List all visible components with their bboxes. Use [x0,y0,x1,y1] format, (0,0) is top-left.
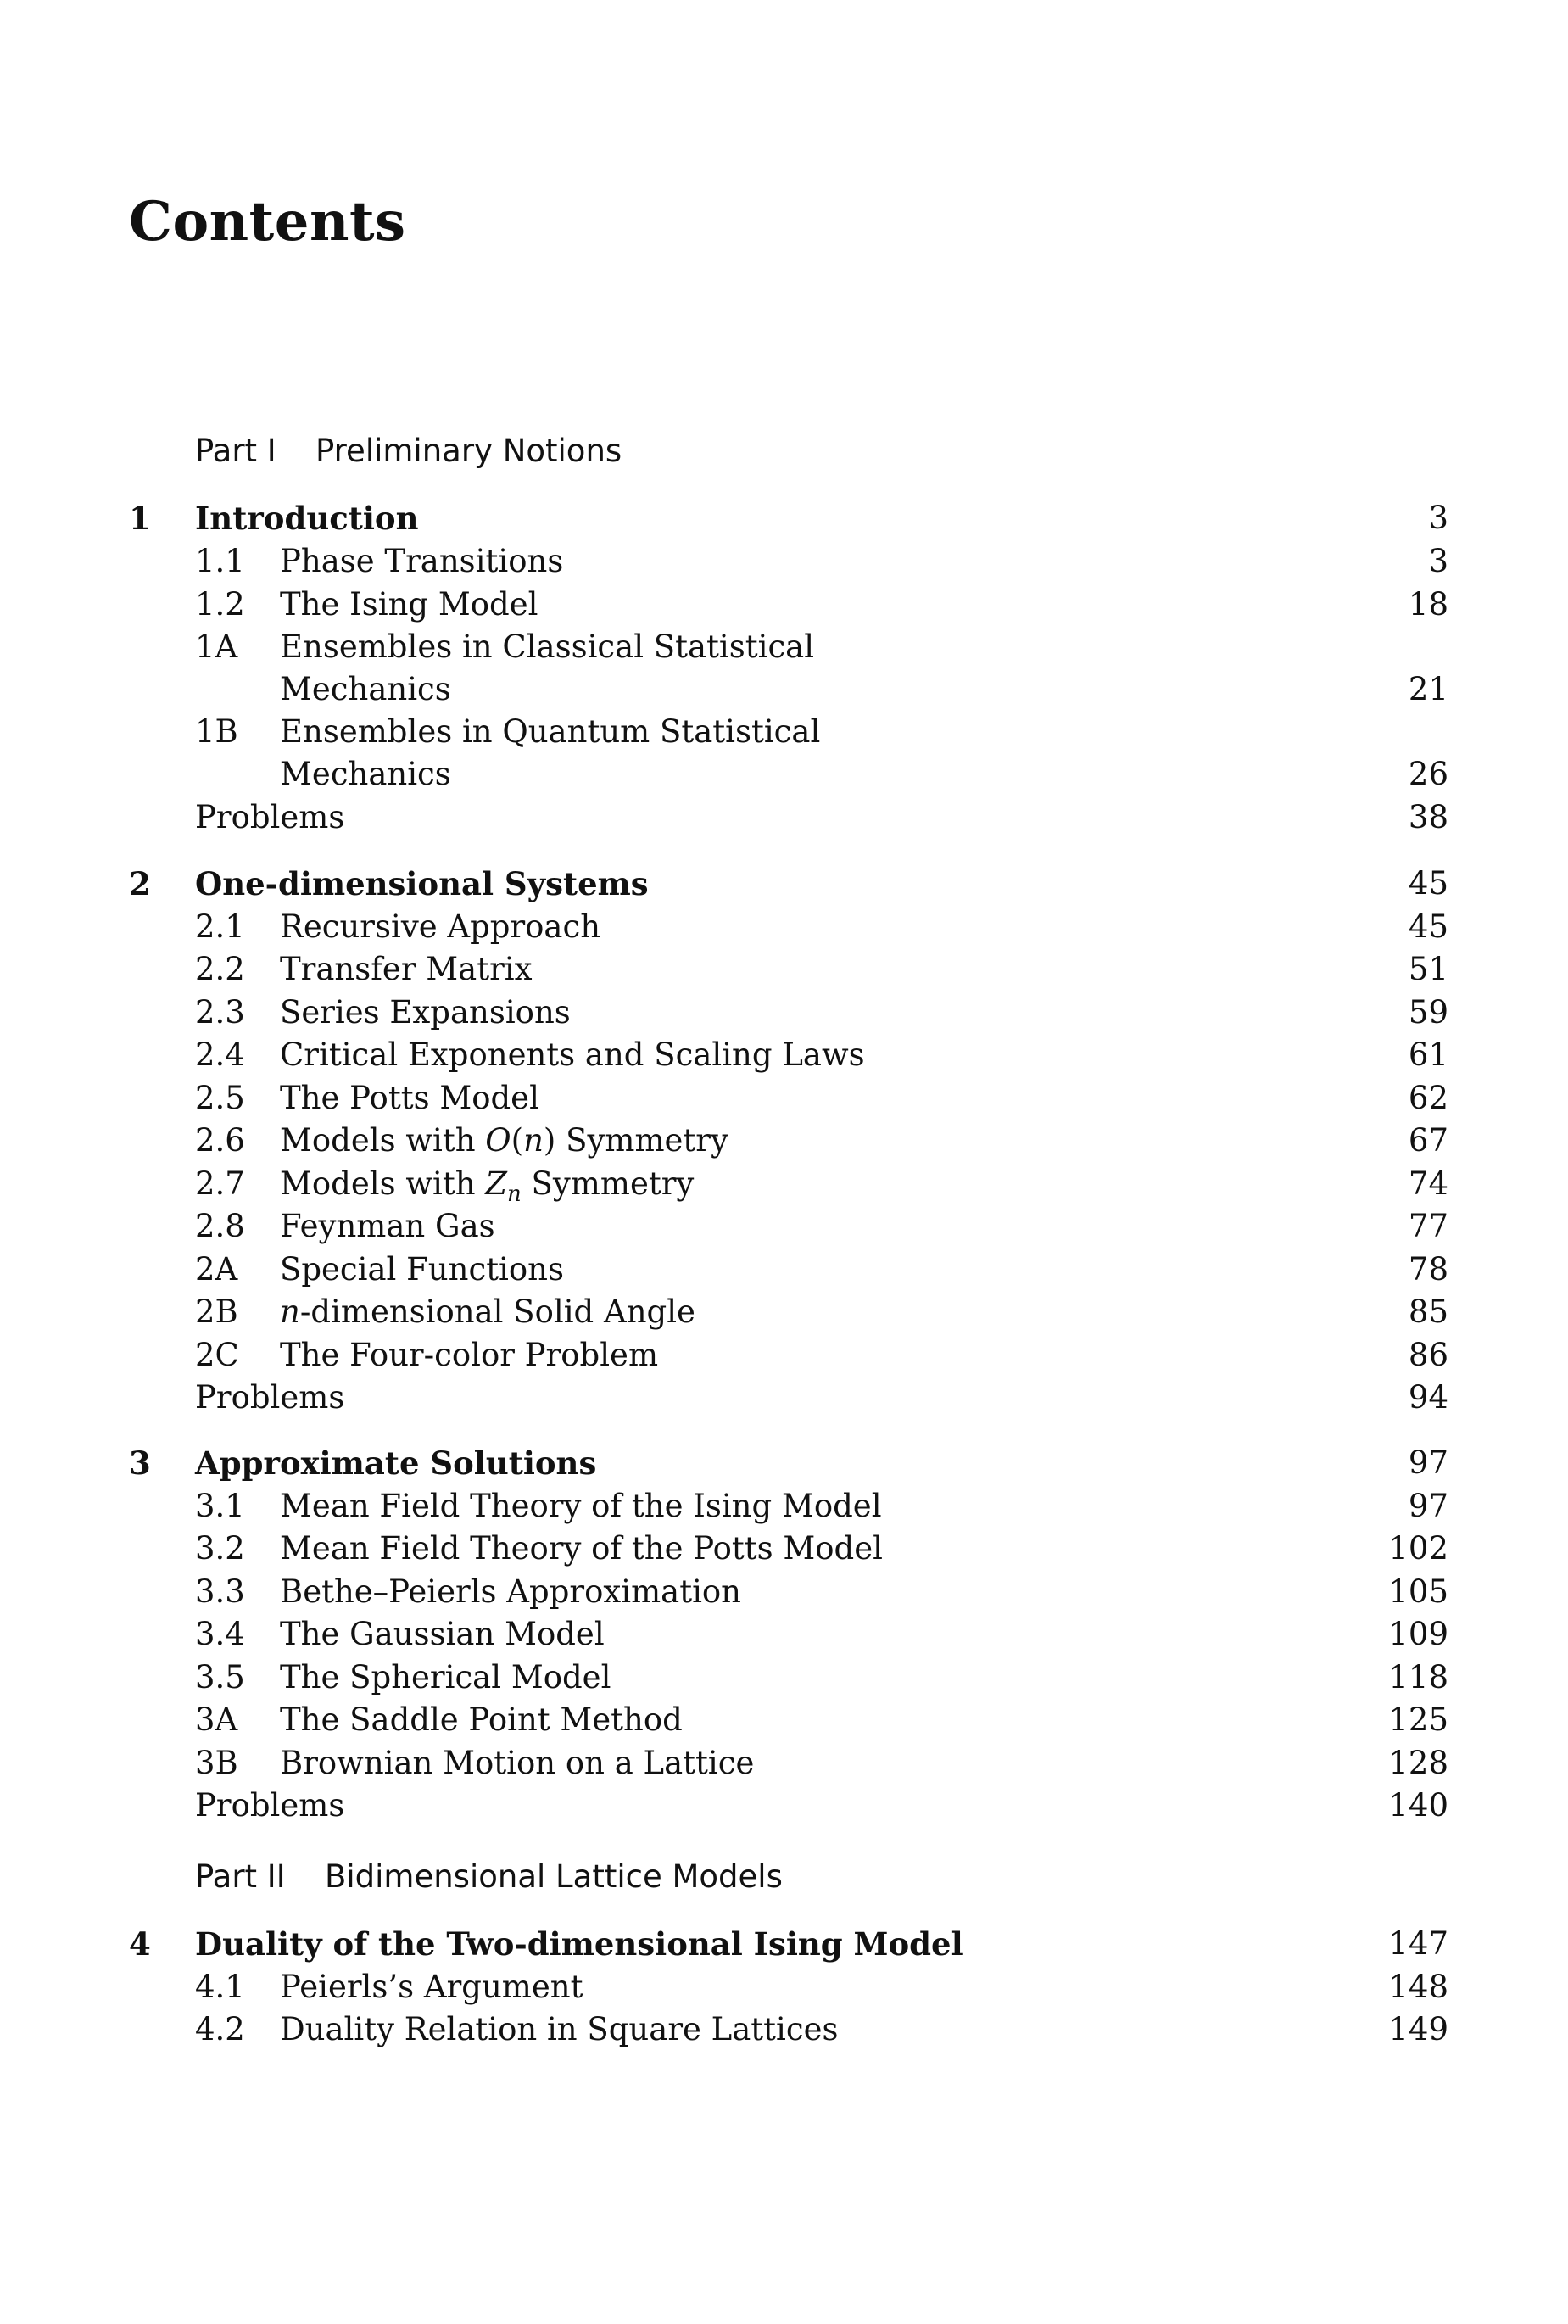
page-number: 78 [1408,1251,1448,1288]
section-title: The Ising Model [280,586,538,623]
toc-chapter-2[interactable] [0,863,1568,905]
title-text: Symmetry [555,1122,728,1159]
page-number: 18 [1408,586,1448,623]
section-number: 2.5 [195,1080,245,1116]
section-number: 1.2 [195,586,245,623]
toc-chapter-4[interactable] [0,1923,1568,1965]
toc-section-2-1[interactable] [0,906,1568,948]
page-number: 26 [1408,756,1448,792]
section-number: 1.1 [195,543,245,579]
part-heading [195,433,622,469]
part-heading [195,1858,783,1895]
section-number: 2.1 [195,908,245,945]
page-number: 77 [1408,1208,1448,1244]
section-title: Phase Transitions [280,543,564,579]
toc-problems-1[interactable] [0,796,1568,839]
page-number: 105 [1388,1573,1448,1610]
page-number: 97 [1408,1444,1448,1481]
chapter-title: Duality of the Two-dimensional Ising Model [195,1925,963,1963]
math-symbol: n [280,1293,300,1330]
section-number: 2.8 [195,1208,245,1244]
toc-section-1B[interactable] [0,711,1568,753]
chapter-number: 1 [129,500,151,537]
section-title-continued: Mechanics [280,671,451,707]
toc-section-4-1[interactable] [0,1966,1568,2008]
page-number: 59 [1408,994,1448,1031]
section-number: 3.1 [195,1488,245,1524]
toc-section-1B-cont[interactable] [0,753,1568,796]
section-title-continued: Mechanics [280,756,451,792]
toc-section-3-3[interactable] [0,1571,1568,1613]
chapter-number: 2 [129,865,151,902]
toc-section-2A[interactable] [0,1249,1568,1291]
part-label: Part II [195,1858,286,1895]
toc-section-2-2[interactable] [0,948,1568,991]
section-number: 2.2 [195,951,245,987]
section-title: Bethe–Peierls Approximation [280,1573,742,1610]
chapter-title: Approximate Solutions [195,1444,597,1482]
section-number: 3.2 [195,1530,245,1567]
part-title: Bidimensional Lattice Models [325,1858,783,1895]
toc-section-2-3[interactable] [0,992,1568,1034]
page-number: 128 [1388,1745,1448,1781]
page-number: 3 [1428,500,1448,536]
chapter-number: 4 [129,1925,151,1963]
section-title: Feynman Gas [280,1208,495,1244]
section-number: 2A [195,1251,238,1288]
section-number: 3.3 [195,1573,245,1610]
page-number: 147 [1388,1925,1448,1962]
page-number: 86 [1408,1337,1448,1373]
toc-section-3B[interactable] [0,1742,1568,1785]
toc-section-2-6[interactable] [0,1120,1568,1162]
page-number: 109 [1388,1616,1448,1652]
toc-section-1-2[interactable] [0,584,1568,626]
toc-section-1A[interactable] [0,626,1568,668]
toc-section-3-2[interactable] [0,1528,1568,1570]
section-title: Duality Relation in Square Lattices [280,2011,839,2047]
toc-section-3A[interactable] [0,1699,1568,1741]
section-title: Mean Field Theory of the Potts Model [280,1530,883,1567]
page-number: 67 [1408,1122,1448,1159]
section-title: The Spherical Model [280,1659,611,1696]
toc-section-2-7[interactable] [0,1163,1568,1208]
chapter-title: One-dimensional Systems [195,865,649,902]
toc-section-1A-cont[interactable] [0,668,1568,711]
section-number: 1B [195,713,238,750]
section-title: Series Expansions [280,994,571,1031]
section-title: Special Functions [280,1251,564,1288]
chapter-number: 3 [129,1444,151,1482]
toc-section-2-5[interactable] [0,1077,1568,1120]
section-title: Mean Field Theory of the Ising Model [280,1488,882,1524]
section-number: 3A [195,1701,238,1738]
page-number: 148 [1388,1969,1448,2005]
section-number: 2B [195,1293,238,1330]
section-title: Brownian Motion on a Lattice [280,1745,755,1781]
page-number: 45 [1408,908,1448,945]
page-number: 3 [1428,543,1448,579]
toc-chapter-3[interactable] [0,1442,1568,1484]
chapter-title: Introduction [195,500,419,537]
page-number: 74 [1408,1165,1448,1202]
page-number: 125 [1388,1701,1448,1738]
page-number: 85 [1408,1293,1448,1330]
section-number: 1A [195,628,238,665]
math-subscript: n [507,1182,522,1208]
section-number: 2.6 [195,1122,245,1159]
math-symbol: n [523,1122,544,1159]
toc-section-2C[interactable] [0,1334,1568,1377]
page-number: 61 [1408,1036,1448,1073]
toc-section-4-2[interactable] [0,2008,1568,2051]
section-number: 3B [195,1745,238,1781]
part-title: Preliminary Notions [315,433,622,469]
section-title [280,1291,695,1333]
page-number: 45 [1408,865,1448,902]
page-title: Contents [129,190,406,254]
page-number: 62 [1408,1080,1448,1116]
toc-section-3-1[interactable] [0,1485,1568,1528]
toc-section-2B[interactable] [0,1291,1568,1333]
math-symbol: Z [485,1165,508,1202]
page-number: 97 [1408,1488,1448,1524]
section-number: 2.7 [195,1165,245,1202]
section-number: 4.2 [195,2011,245,2047]
math-symbol: O [485,1122,511,1159]
page-number: 21 [1408,671,1448,707]
section-number: 3.4 [195,1616,245,1652]
title-text: -dimensional Solid Angle [299,1293,695,1330]
title-text: Models with [280,1122,486,1159]
section-title: The Potts Model [280,1080,539,1116]
page-number: 102 [1388,1530,1448,1567]
title-text: Models with [280,1165,486,1202]
section-title: The Saddle Point Method [280,1701,683,1738]
section-number: 2.4 [195,1036,245,1073]
toc-problems-2[interactable] [0,1377,1568,1419]
toc-section-2-8[interactable] [0,1205,1568,1248]
toc-chapter-1[interactable] [0,497,1568,539]
section-title: The Four-color Problem [280,1337,659,1373]
section-number: 3.5 [195,1659,245,1696]
section-title: Peierls’s Argument [280,1969,583,2005]
toc-section-3-4[interactable] [0,1613,1568,1656]
page-number: 149 [1388,2011,1448,2047]
section-number: 4.1 [195,1969,245,2005]
section-title: Recursive Approach [280,908,601,945]
toc-section-1-1[interactable] [0,540,1568,583]
toc-section-3-5[interactable] [0,1656,1568,1699]
title-text: Symmetry [521,1165,695,1202]
section-title: Ensembles in Classical Statistical [280,628,815,665]
section-title: Critical Exponents and Scaling Laws [280,1036,865,1073]
part-label: Part I [195,433,276,469]
section-title: Models with O(n) Symmetry [280,1122,728,1159]
section-title: The Gaussian Model [280,1616,605,1652]
page-number: 118 [1388,1659,1448,1696]
toc-section-2-4[interactable] [0,1034,1568,1076]
section-title: Transfer Matrix [280,951,533,987]
page-number: 140 [1388,1787,1448,1824]
problems-title: Problems [195,1787,345,1824]
page-number: 38 [1408,799,1448,835]
problems-title: Problems [195,1379,345,1416]
page-number: 94 [1408,1379,1448,1416]
section-number: 2.3 [195,994,245,1031]
page-number: 51 [1408,951,1448,987]
section-title: Ensembles in Quantum Statistical [280,713,821,750]
toc-problems-3[interactable] [0,1785,1568,1827]
section-number: 2C [195,1337,239,1373]
problems-title: Problems [195,799,345,835]
